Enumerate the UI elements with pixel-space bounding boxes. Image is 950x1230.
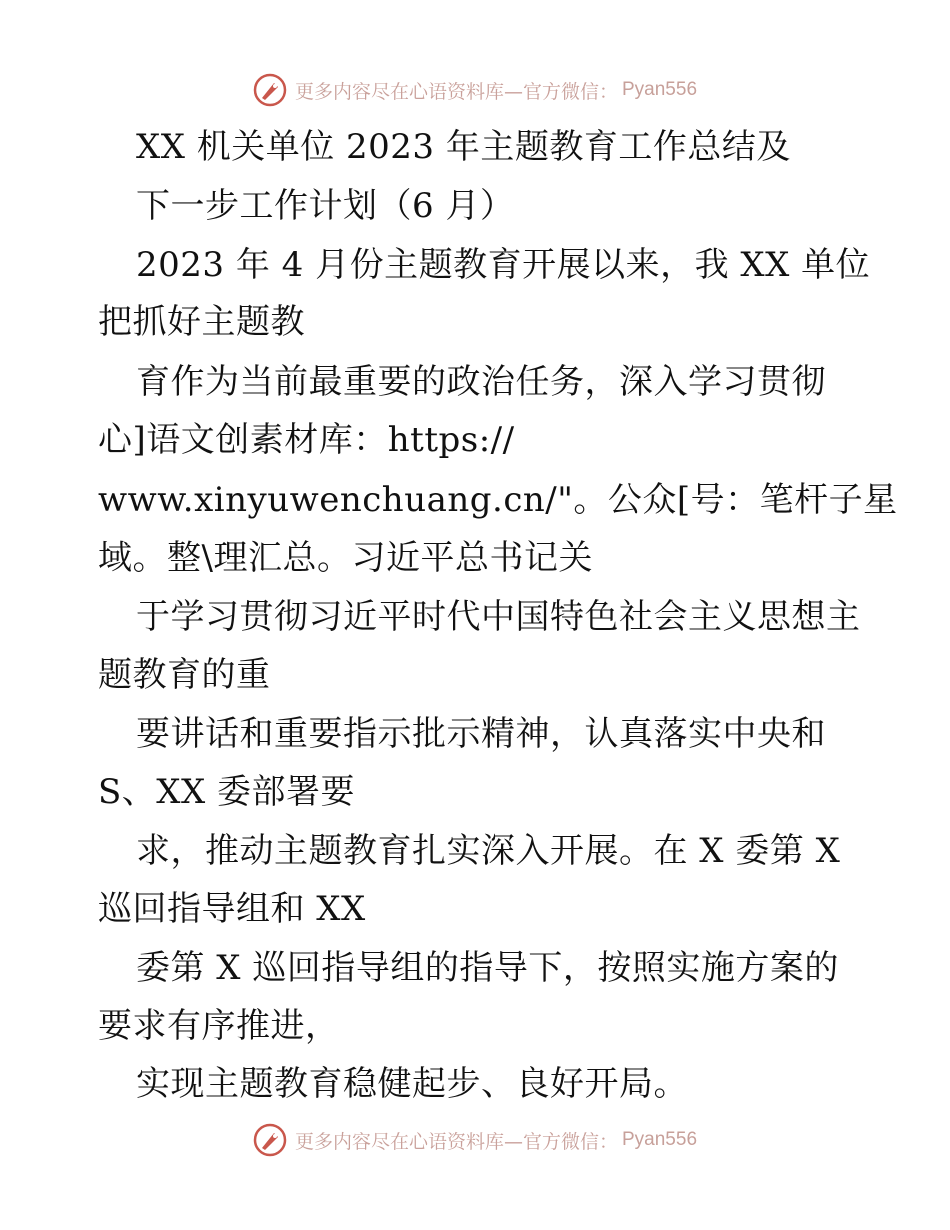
watermark-text: 更多内容尽在心语资料库—官方微信：: [294, 80, 618, 103]
body-line: 2023 年 4 月份主题教育开展以来，我 XX 单位: [136, 245, 871, 285]
document-title-line-1: XX 机关单位 2023 年主题教育工作总结及: [136, 127, 791, 167]
body-line: 委第 X 巡回指导组的指导下，按照实施方案的: [136, 948, 839, 988]
body-line: S、XX 委部署要: [98, 772, 356, 812]
body-line: 求，推动主题教育扎实深入开展。在 X 委第 X: [136, 831, 841, 871]
pen-nib-logo-icon: [253, 1123, 287, 1157]
body-line: 要讲话和重要指示批示精神，认真落实中央和: [136, 714, 826, 754]
body-line: 题教育的重: [98, 655, 271, 695]
watermark-text: 更多内容尽在心语资料库—官方微信：: [294, 1130, 618, 1153]
body-line: 要求有序推进，: [98, 1006, 340, 1046]
footer-watermark: [0, 1120, 950, 1160]
pen-nib-logo-icon: [253, 73, 287, 107]
body-line: 巡回指导组和 XX: [98, 889, 366, 929]
body-line: 心]语文创素材库：https://: [98, 420, 515, 460]
body-line: 域。整\理汇总。习近平总书记关: [98, 538, 593, 578]
watermark-handle: Pyan556: [622, 79, 698, 100]
document-title-line-2: 下一步工作计划（6 月）: [136, 186, 515, 226]
body-line: www.xinyuwenchuang.cn/"。公众[号：笔杆子星: [98, 480, 898, 520]
body-line: 实现主题教育稳健起步、良好开局。: [136, 1064, 688, 1104]
body-line: 于学习贯彻习近平时代中国特色社会主义思想主: [136, 597, 861, 637]
body-line: 育作为当前最重要的政治任务，深入学习贯彻: [136, 362, 826, 402]
body-line: 把抓好主题教: [98, 302, 305, 342]
header-watermark: [0, 70, 950, 110]
watermark-handle: Pyan556: [622, 1129, 698, 1150]
